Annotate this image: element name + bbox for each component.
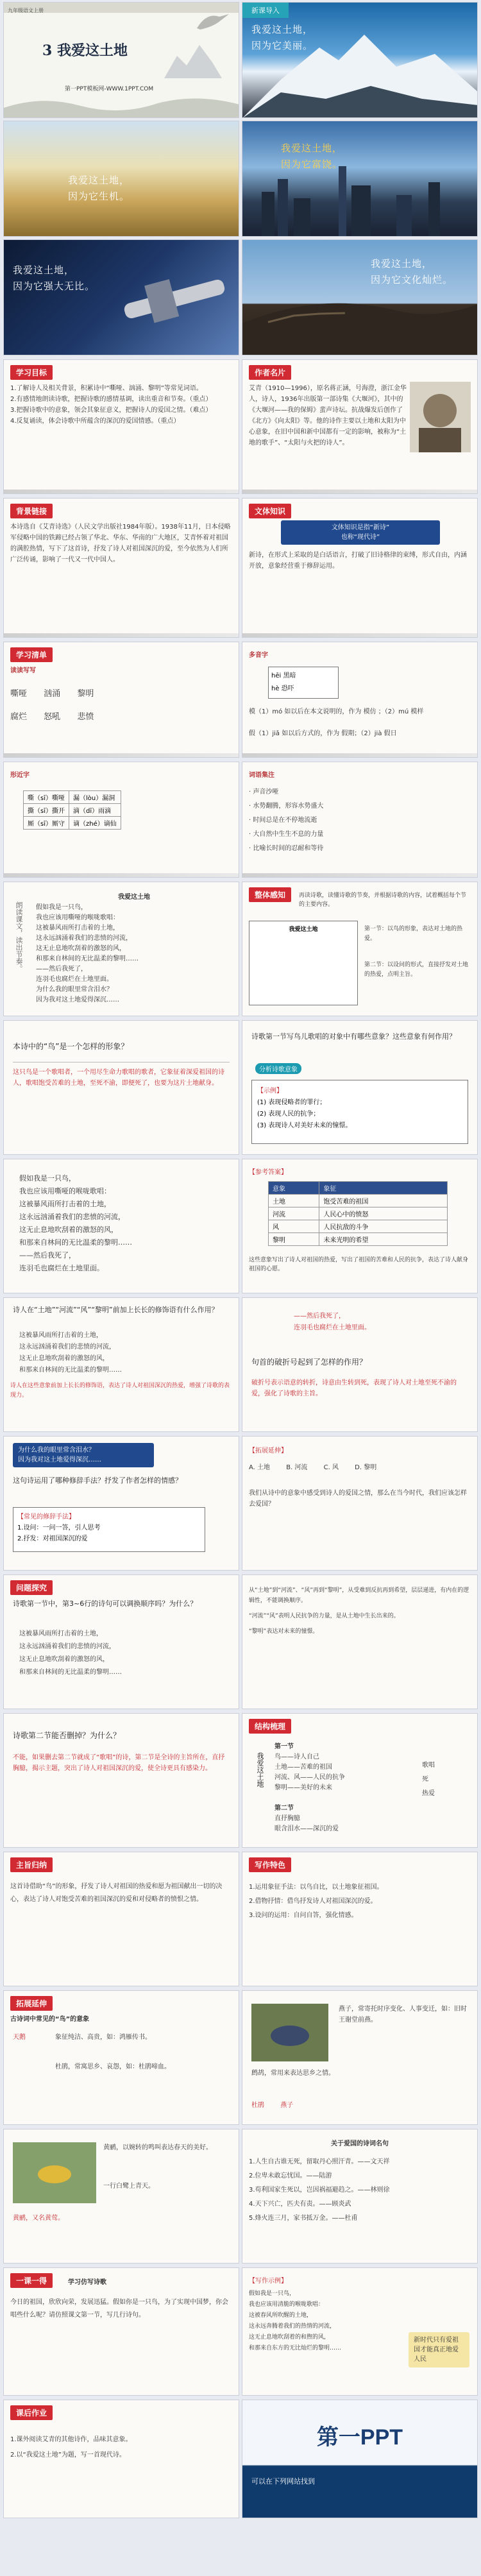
table-cell: 人民心中的愤怒 bbox=[319, 1207, 448, 1220]
slide-intro-1[interactable] bbox=[242, 2, 478, 118]
poem-line: 这被春风所吹醒的土地， bbox=[249, 2312, 313, 2319]
slide-title[interactable] bbox=[3, 2, 239, 118]
lesson-title: 3 我爱这土地 bbox=[42, 42, 128, 59]
poem-line: 这无止息地吹刮着的激怒的风， bbox=[19, 1355, 109, 1362]
poem-line: 这被暴风雨所打击着的土地， bbox=[19, 1332, 103, 1339]
choice-item[interactable]: D. 黎明 bbox=[355, 1464, 377, 1471]
section-heading: 文体知识 bbox=[249, 504, 291, 518]
point-item: 从“土地”到“河流”、“风”再到“黎明”，从受难到反抗再到希望，层层递进，有内在的逻辑性，不能调换顺序。 bbox=[249, 1587, 469, 1604]
part-two: 第二节：以设问的形式，直接抒发对土地的热爱，点明主旨。 bbox=[364, 962, 469, 978]
question: 诗歌第二节能否删掉？为什么？ bbox=[13, 1731, 121, 1740]
poem-line: 连羽毛也腐烂在土地里面。 bbox=[294, 1324, 371, 1331]
quoted-lines bbox=[294, 1311, 471, 1334]
space-station bbox=[110, 253, 232, 343]
choice-item[interactable]: A. 土地 bbox=[249, 1464, 271, 1471]
city-skyline bbox=[242, 160, 478, 237]
poem-line: 连羽毛也腐烂在土地里面。 bbox=[36, 976, 113, 983]
subhead: 读读写写 bbox=[10, 667, 36, 674]
slide-second-stanza[interactable] bbox=[3, 1713, 239, 1848]
question: 本诗中的“鸟”是一个怎样的形象？ bbox=[13, 1042, 129, 1051]
table-row bbox=[24, 804, 121, 817]
word: 汹涌 bbox=[44, 689, 61, 699]
genre-text: 新诗，在形式上采取的是白话语言，打破了旧诗格律的束缚，形式自由，内涵开放，意象经营重于修辞运用。 bbox=[249, 552, 467, 570]
card-title: 【示例】 bbox=[257, 1088, 283, 1095]
table-cell: 漏（lòu）漏洞 bbox=[69, 791, 121, 804]
caption bbox=[281, 141, 342, 173]
homework-item: 1.课外阅读艾青的其他诗作，品味其意象。 bbox=[10, 2436, 132, 2443]
theme-text: 这首诗借助“鸟”的形象，抒发了诗人对祖国的热爱和愿为祖国献出一切的决心，表达了诗人对饱受苦难的祖国深沉的爱和对侵略者的愤恨之情。 bbox=[10, 1883, 223, 1903]
bird-text: 燕子，常寄托时序变化、人事变迁，如：旧时王谢堂前燕。 bbox=[339, 2006, 467, 2024]
table-cell: 厮（sī）厮守 bbox=[24, 817, 69, 830]
slide-dash[interactable] bbox=[242, 1297, 478, 1432]
side-label: 朗读课文，读出节奏。 bbox=[15, 901, 23, 972]
objective-item: 2.有感情地朗读诗歌，把握诗歌的感情基调，读出重音和节奏。（重点） bbox=[10, 396, 212, 403]
mountain-icon bbox=[164, 40, 222, 78]
takeaway-text: 今日的祖国，欣欣向荣，发展迅猛。假如你是一只鸟，为了实现中国梦，你会唱些什么呢？请仿照课文第一节，写几行诗句。 bbox=[10, 2299, 228, 2319]
bird-photo bbox=[251, 2004, 328, 2061]
caption bbox=[68, 173, 130, 205]
section-heading: 作者名片 bbox=[249, 365, 291, 380]
branch-label: 第二节 bbox=[274, 1805, 294, 1812]
ink-hills bbox=[4, 92, 239, 117]
verse-item: 4.天下兴亡，匹夫有责。——顾炎武 bbox=[249, 2201, 351, 2208]
poem-line: 我也应该用嘶哑的喉咙歌唱： bbox=[36, 914, 119, 921]
homework-item: 2.以“我爱这土地”为题，写一首现代诗。 bbox=[10, 2452, 126, 2459]
slide-structure[interactable] bbox=[242, 1713, 478, 1848]
poem-line: 这无止息地吹刮着的激怒的风， bbox=[19, 1656, 109, 1663]
answer-line: (2) 表现人民的抗争； bbox=[257, 1111, 320, 1118]
slide-author[interactable] bbox=[242, 359, 478, 494]
symbol-table bbox=[268, 1181, 448, 1246]
bracket-item: hè 恐吓 bbox=[271, 685, 294, 692]
quote-line: 因为我对这土地爱得深沉…… bbox=[18, 1456, 101, 1463]
choice-item[interactable]: C. 风 bbox=[323, 1464, 339, 1471]
table-title: 【参考答案】 bbox=[249, 1169, 287, 1176]
bird-text: 杜鹃，常寓思乡、哀怨，如：杜鹃啼血。 bbox=[55, 2063, 171, 2070]
poem-line: 这被暴风雨所打击着的土地， bbox=[36, 925, 119, 932]
section-heading: 写作特色 bbox=[249, 1857, 291, 1872]
slide-brand[interactable] bbox=[242, 2400, 478, 2518]
features-list bbox=[249, 1881, 471, 1923]
similar-chars-table bbox=[23, 790, 121, 830]
table-cell: 嘶（sī）嘶哑 bbox=[24, 791, 69, 804]
poem-line: 我也应该用嘶哑的喉咙歌唱： bbox=[19, 1187, 111, 1195]
glossary-item: · 时间总是在不停地流逝 bbox=[249, 817, 317, 824]
ref-line: 2.抒发：对祖国深沉的爱 bbox=[17, 1535, 88, 1542]
glossary-item: · 水势翻腾，形容水势盛大 bbox=[249, 803, 324, 810]
bird-text: 象征纯洁、高贵，如：鸿雁传书。 bbox=[55, 2034, 151, 2041]
slide-inquiry-answer[interactable] bbox=[242, 1574, 478, 1709]
section-heading: 问题探究 bbox=[10, 1580, 53, 1595]
slide-poem-reading[interactable] bbox=[3, 882, 239, 1016]
homework-list bbox=[10, 2432, 232, 2463]
section-heading: 整体感知 bbox=[249, 887, 291, 902]
background-text: 本诗选自《艾青诗选》（人民文学出版社1984年版）。1938年11月，日本侵略军侵略中国的铁蹄已经占领了华北、华东、华南的广大地区，艾青怀着对祖国的满腔热情，写下了这首诗，抒发了诗人对祖国深沉的爱，至今依然为人们所广泛传诵，影响了一代又一代中国人。 bbox=[10, 524, 231, 563]
banner-line: 文体知识是指“新诗” bbox=[331, 524, 390, 531]
table-row bbox=[269, 1220, 448, 1233]
table-row bbox=[24, 817, 121, 830]
poem-line: 因为我对这土地爱得深沉…… bbox=[36, 996, 119, 1003]
table-cell: 土地 bbox=[269, 1195, 319, 1207]
choices bbox=[249, 1462, 471, 1473]
imagery-pill bbox=[255, 1062, 301, 1074]
question: 诗歌第一节中，第3~6行的诗句可以调换顺序吗？为什么？ bbox=[13, 1599, 198, 1608]
poem-line: 为什么我的眼里常含泪水？ bbox=[36, 986, 113, 993]
grade-label: 九年级语文上册 bbox=[8, 8, 44, 13]
divider bbox=[4, 873, 239, 877]
table-cell: 黎明 bbox=[269, 1233, 319, 1246]
table-cell: 撕（sī）撕开 bbox=[24, 804, 69, 817]
verse-item: 1.人生自古谁无死，留取丹心照汗青。——文天祥 bbox=[249, 2158, 390, 2165]
quote-box bbox=[13, 1443, 154, 1467]
table-row bbox=[269, 1195, 448, 1207]
caption-line: 因为它富饶。 bbox=[281, 158, 343, 170]
bird-name: 燕子 bbox=[280, 2102, 294, 2109]
branch-item: 直抒胸臆 bbox=[274, 1815, 300, 1822]
slide-background[interactable] bbox=[3, 498, 239, 638]
author-bio: 艾青（1910—1996），原名蒋正涵，号海澄，浙江金华人，诗人，1936年出版第一部诗集《大堰河》，其中的《大堰河——我的保姆》蜚声诗坛。抗战爆发后创作了《北方》《向太阳》等。他的诗作主要以土地和太阳为中心意象，在旧中国和新中国都有一定的影响，被称为“土地的歌手”、“太阳与火把的诗人”。 bbox=[249, 385, 407, 447]
feature-item: 1.运用象征手法：以鸟自比，以土地象征祖国。 bbox=[249, 1884, 384, 1891]
section-heading: 课后作业 bbox=[10, 2405, 53, 2420]
part-one: 第一节：以鸟的形象，表达对土地的热爱。 bbox=[364, 926, 463, 942]
feature-item: 3.设问的运用：自问自答，强化情感。 bbox=[249, 1912, 358, 1919]
slide-genre[interactable] bbox=[242, 498, 478, 638]
branch-item: 土地——苦难的祖国 bbox=[274, 1764, 332, 1771]
bird-text: 一行白鹭上青天。 bbox=[103, 2183, 155, 2190]
word: 怒吼 bbox=[44, 712, 61, 722]
oriole-photo bbox=[13, 2142, 96, 2203]
answer-card bbox=[251, 1080, 468, 1144]
divider bbox=[242, 753, 477, 757]
poem-line: 这永远汹涌着我们的悲愤的河流， bbox=[19, 1643, 115, 1650]
table-cell: 饱受苦难的祖国 bbox=[319, 1195, 448, 1207]
poem-line: 和那来自东方的无比灿烂的黎明…… bbox=[249, 2345, 342, 2351]
inquiry-points bbox=[249, 1585, 471, 1637]
poem-line: 这无止息地吹刮着的和煦的风， bbox=[249, 2334, 330, 2341]
slide-poem-stanza[interactable] bbox=[3, 1159, 239, 1293]
glossary-item: · 比喻长时间的忍耐和等待 bbox=[249, 845, 324, 852]
point-item: “黎明”表达对未来的憧憬。 bbox=[249, 1628, 319, 1635]
feature-item: 2.借物抒情：借鸟抒发诗人对祖国深沉的爱。 bbox=[249, 1898, 377, 1905]
poem-line: 连羽毛也腐烂在土地里面。 bbox=[19, 1264, 104, 1272]
divider bbox=[4, 633, 239, 637]
card-title: 我爱这土地 bbox=[289, 926, 318, 933]
answer: 这只鸟是一个歌唱者，一个用尽生命力歌唱的歌者，它象征着深爱祖国的诗人，歌唱饱受苦难的土地，至死不渝，即便死了，也要为这片土地献身。 bbox=[13, 1069, 224, 1087]
banner-line: 也称“现代诗” bbox=[341, 534, 380, 541]
poem-line: ——然后我死了， bbox=[294, 1313, 345, 1320]
poem-line: 这被暴风雨所打击着的土地， bbox=[19, 1200, 111, 1208]
slide-bird-poetry[interactable] bbox=[3, 1990, 239, 2125]
poem-line: 这永远汹涌着我们的悲愤的河流， bbox=[19, 1343, 115, 1351]
slide-similar-chars[interactable] bbox=[3, 762, 239, 878]
inquiry-lines bbox=[19, 1628, 232, 1679]
answer: 破折号表示语意的转折，诗意由生转到死，表现了诗人对土地至死不渝的爱，强化了诗歌的主旨。 bbox=[251, 1379, 457, 1397]
poem-line: 这无止息地吹刮着的激怒的风， bbox=[19, 1225, 118, 1234]
divider bbox=[242, 633, 477, 637]
table-header-row bbox=[269, 1182, 448, 1195]
slide-imagery[interactable] bbox=[242, 1020, 478, 1155]
slide-intro-3[interactable] bbox=[242, 121, 478, 237]
poem-line: 这永远汹涌着我们的悲愤的河流， bbox=[19, 1213, 125, 1221]
extension-text: 我们从诗中的意象中感受到诗人的爱国之情，那么在当今时代，我们应该怎样去爱国？ bbox=[249, 1490, 467, 1508]
bird-name: 杜鹃 bbox=[251, 2102, 264, 2109]
poem-text bbox=[36, 892, 232, 1005]
verse-item: 3.苟利国家生死以，岂因祸福避趋之。——林则徐 bbox=[249, 2187, 390, 2194]
word: 嘶哑 bbox=[10, 689, 28, 699]
slide-polyphones[interactable] bbox=[242, 642, 478, 758]
table-row bbox=[269, 1207, 448, 1220]
table-header: 意象 bbox=[269, 1182, 319, 1195]
objective-item: 4.反复诵读，体会诗歌中所蕴含的深沉的爱国情感。（重点） bbox=[10, 418, 180, 425]
bracket-item: hēi 黑暗 bbox=[271, 672, 296, 679]
poem-line: 假如我是一只鸟， bbox=[249, 2290, 296, 2297]
table-row bbox=[269, 1233, 448, 1246]
caption-line: 我爱这土地， bbox=[281, 142, 343, 154]
section-heading: 学习清单 bbox=[10, 647, 53, 662]
ref-line: 1.设问：一问一答，引人思考 bbox=[17, 1524, 101, 1531]
slide-intro-5[interactable] bbox=[242, 239, 478, 355]
caption bbox=[251, 22, 313, 54]
bird-text: 鹧鸪，常用来表达思乡之情。 bbox=[251, 2070, 335, 2077]
modifier-lines bbox=[19, 1330, 232, 1376]
poem-line: 这永远汹涌着我们的悲愤的河流， bbox=[36, 935, 132, 942]
branch-item: 黎明——美好的未来 bbox=[274, 1784, 332, 1791]
verse-list bbox=[249, 2155, 471, 2226]
poem-line: 我也应该用清脆的喉咙歌唱： bbox=[249, 2301, 325, 2308]
poem-line: 和那来自林间的无比温柔的黎明…… bbox=[19, 1238, 132, 1247]
word: 黎明 bbox=[77, 689, 94, 699]
section-heading: 学习目标 bbox=[10, 365, 53, 380]
divider bbox=[242, 490, 477, 493]
branch-item: 河流、风——人民的抗争 bbox=[274, 1774, 345, 1781]
answer: 诗人在这些意象前加上长长的修饰语，表达了诗人对祖国深沉的热爱，增强了诗歌的表现力。 bbox=[10, 1383, 230, 1399]
table-row bbox=[24, 791, 121, 804]
slide-objectives[interactable] bbox=[3, 359, 239, 494]
bird-names bbox=[251, 2100, 471, 2111]
subhead: 词语集注 bbox=[249, 772, 274, 779]
question: 句首的破折号起到了怎样的作用？ bbox=[251, 1358, 367, 1367]
table-note: 这些意象写出了诗人对祖国的热爱，写出了祖国的苦难和人民的抗争，表达了诗人献身祖国的心愿。 bbox=[249, 1257, 469, 1272]
slide-writing-features[interactable] bbox=[242, 1852, 478, 1986]
palace-roof bbox=[242, 285, 478, 355]
table-cell: 人民抗敌的斗争 bbox=[319, 1220, 448, 1233]
answer: 不能，如果删去第二节就成了“歌唱”的诗，第二节是全诗的主旨所在，直抒胸臆，揭示主题，突出了诗人对祖国深沉的爱，使全诗更具有感染力。 bbox=[13, 1754, 225, 1772]
brand-text: 第一PPT模板网-WWW.1PPT.COM bbox=[65, 86, 154, 92]
divider bbox=[242, 873, 477, 877]
brand-sub: 可以在下列网站找到 bbox=[251, 2477, 315, 2486]
structure-root: 我爱这土地 bbox=[256, 1752, 264, 1787]
question: 诗歌第一节写鸟儿歌唱的对象中有哪些意象？这些意象有何作用？ bbox=[251, 1032, 456, 1041]
poem-line: 和那来自林间的无比温柔的黎明…… bbox=[36, 955, 139, 962]
right-column bbox=[422, 1759, 471, 1801]
poem-line: 假如我是一只鸟， bbox=[19, 1174, 76, 1182]
caption bbox=[371, 256, 453, 288]
branch-label: 第一节 bbox=[274, 1743, 294, 1750]
table-cell: 河流 bbox=[269, 1207, 319, 1220]
subhead: 多音字 bbox=[249, 652, 268, 659]
branch-two bbox=[274, 1804, 471, 1834]
slide-extension[interactable] bbox=[242, 1436, 478, 1571]
poem-line: 这永远奔腾着我们的热情的河流， bbox=[249, 2323, 336, 2330]
crane-icon bbox=[194, 9, 232, 35]
verse-item: 5.烽火连三月，家书抵万金。——杜甫 bbox=[249, 2215, 358, 2222]
author-portrait bbox=[410, 382, 471, 452]
section-heading: 背景链接 bbox=[10, 504, 53, 518]
sample-poem bbox=[249, 2289, 407, 2354]
slide-intro-2[interactable] bbox=[3, 121, 239, 237]
divider bbox=[4, 490, 239, 493]
caption: 黄鹂，又名黄莺。 bbox=[13, 2215, 64, 2222]
slide-glossary[interactable] bbox=[242, 762, 478, 878]
table-cell: 风 bbox=[269, 1220, 319, 1233]
slide-bird-poetry-3[interactable] bbox=[3, 2129, 239, 2264]
section-heading: 主旨归纳 bbox=[10, 1857, 53, 1872]
caption-line: 我爱这土地， bbox=[371, 258, 433, 269]
bird-label: 天鹅 bbox=[13, 2034, 26, 2041]
caption-line: 因为它美丽。 bbox=[251, 40, 314, 51]
glossary-item: · 声音沙哑 bbox=[249, 789, 279, 796]
section-heading: 一课一得 bbox=[10, 2273, 53, 2288]
poem-line: 和那来自林间的无比温柔的黎明…… bbox=[19, 1669, 122, 1676]
slide-bird-image[interactable] bbox=[3, 1020, 239, 1155]
slide-homework[interactable] bbox=[3, 2400, 239, 2518]
caption-line: 我爱这土地， bbox=[251, 24, 314, 35]
words-row bbox=[10, 712, 232, 722]
caption-line: 因为它生机。 bbox=[68, 191, 130, 202]
poem-title: 我爱这土地 bbox=[118, 894, 150, 901]
answer-line: (1) 表现侵略者的罪行； bbox=[257, 1099, 326, 1106]
slide-inquiry[interactable] bbox=[3, 1574, 239, 1709]
section-heading: 拓展延伸 bbox=[10, 1996, 53, 2011]
caption-line: 因为它强大无比。 bbox=[13, 280, 96, 292]
poem-line: ——然后我死了， bbox=[19, 1251, 76, 1259]
right-item: 歌唱 bbox=[422, 1762, 435, 1769]
slide-bird-poetry-2[interactable] bbox=[242, 1990, 478, 2125]
objective-item: 3.把握诗歌中的意象，领会其象征意义，把握诗人的爱国之情。（难点） bbox=[10, 407, 212, 414]
point-item: “河流”“风”表明人民抗争的力量，是从土地中生长出来的。 bbox=[249, 1613, 400, 1619]
pill-label: 分析诗歌意象 bbox=[255, 1063, 301, 1074]
divider bbox=[4, 753, 239, 757]
card-title: 【常见的修辞手法】 bbox=[17, 1514, 75, 1521]
bird-text: 黄鹂，以婉转的鸣叫表达春天的美好。 bbox=[103, 2144, 212, 2151]
slide-patriotic-verses[interactable] bbox=[242, 2129, 478, 2264]
slide-modifiers[interactable] bbox=[3, 1297, 239, 1432]
reference-card bbox=[13, 1507, 205, 1552]
branch-item: 眼含泪水——深沉的爱 bbox=[274, 1825, 339, 1832]
caption bbox=[13, 262, 95, 294]
table-cell: 谪（zhé）谪仙 bbox=[69, 817, 121, 830]
subhead: 学习仿写诗歌 bbox=[68, 2279, 106, 2286]
stanza-text bbox=[19, 1172, 232, 1275]
caption-line: 我爱这土地， bbox=[13, 264, 75, 276]
word: 腐烂 bbox=[10, 712, 28, 722]
poem-line: 和那来自林间的无比温柔的黎明…… bbox=[19, 1367, 122, 1374]
objective-item: 1.了解诗人及相关背景，积累诗中“嘶哑、汹涌、黎明”等常见词语。 bbox=[10, 385, 203, 392]
poem-line: 假如我是一只鸟， bbox=[36, 904, 87, 911]
glossary-item: · 大自然中生生不息的力量 bbox=[249, 831, 324, 838]
slide-sample-poem[interactable] bbox=[242, 2267, 478, 2396]
question: 诗人在“土地”“河流”“风”“黎明”前加上长长的修饰语有什么作用？ bbox=[13, 1306, 219, 1314]
poem-line: ——然后我死了， bbox=[36, 966, 87, 973]
table-cell: 滴（dī）雨滴 bbox=[69, 804, 121, 817]
choice-item[interactable]: B. 河流 bbox=[286, 1464, 308, 1471]
right-item: 死 bbox=[422, 1776, 428, 1783]
poem-mini-card bbox=[249, 921, 358, 1005]
caption-line: 因为它文化灿烂。 bbox=[371, 274, 453, 286]
slide-intro-4[interactable] bbox=[3, 239, 239, 355]
table-header: 象征 bbox=[319, 1182, 448, 1195]
extension-title: 【拓展延伸】 bbox=[249, 1447, 287, 1454]
slide-symbol-table[interactable] bbox=[242, 1159, 478, 1293]
section-heading: 结构梳理 bbox=[249, 1719, 291, 1734]
slide-theme[interactable] bbox=[3, 1852, 239, 1986]
poem-line: 这无止息地吹刮着的激怒的风， bbox=[36, 945, 126, 952]
overview-prompt: 再读诗歌，读懂诗歌的节奏，并根据诗歌的内容，试着概括每个节的主要内容。 bbox=[299, 892, 467, 908]
slide-wordlist[interactable] bbox=[3, 642, 239, 758]
branch-item: 鸟——诗人自己 bbox=[274, 1753, 319, 1761]
genre-banner bbox=[281, 520, 440, 545]
poem-line: 这被暴风雨所打击着的土地， bbox=[19, 1630, 103, 1637]
words-row bbox=[10, 688, 232, 699]
caption-line: 我爱这土地， bbox=[68, 175, 130, 186]
question: 这句诗运用了哪种修辞手法？抒发了作者怎样的情感？ bbox=[13, 1476, 182, 1485]
intro-tag: 新课导入 bbox=[242, 3, 289, 18]
right-item: 热爱 bbox=[422, 1790, 435, 1797]
word: 悲愤 bbox=[77, 712, 94, 722]
quote-line: 为什么我的眼里常含泪水？ bbox=[18, 1447, 95, 1454]
subhead: 形近字 bbox=[10, 772, 30, 779]
polyphone-note: 模（1）mó 如以后在本文说明的，作为 模仿 ；（2）mú 模样 bbox=[249, 708, 424, 715]
glossary-list bbox=[249, 785, 471, 856]
answer-line: (3) 表现诗人对美好未来的憧憬。 bbox=[257, 1122, 352, 1129]
slide-overview[interactable] bbox=[242, 882, 478, 1016]
sample-tag: 新时代只有爱祖国才能真正地爱人民 bbox=[409, 2332, 469, 2367]
polyphone-card bbox=[268, 667, 339, 699]
sample-title: 【写作示例】 bbox=[249, 2278, 287, 2285]
verse-item: 2.位卑未敢忘忧国。——陆游 bbox=[249, 2172, 332, 2179]
slide-takeaway[interactable] bbox=[3, 2267, 239, 2396]
slide-rhetoric[interactable] bbox=[3, 1436, 239, 1571]
brand-logo: 第一PPT bbox=[316, 2425, 403, 2450]
objectives-list bbox=[10, 383, 232, 427]
subhead: 关于爱国的诗词名句 bbox=[331, 2140, 389, 2147]
polyphone-text: 假（1）jiǎ 如以后方式的，作为 假期；（2）jià 假日 bbox=[249, 730, 397, 737]
subhead: 古诗词中常见的“鸟”的意象 bbox=[10, 2016, 90, 2023]
table-cell: 未来光明的希望 bbox=[319, 1233, 448, 1246]
